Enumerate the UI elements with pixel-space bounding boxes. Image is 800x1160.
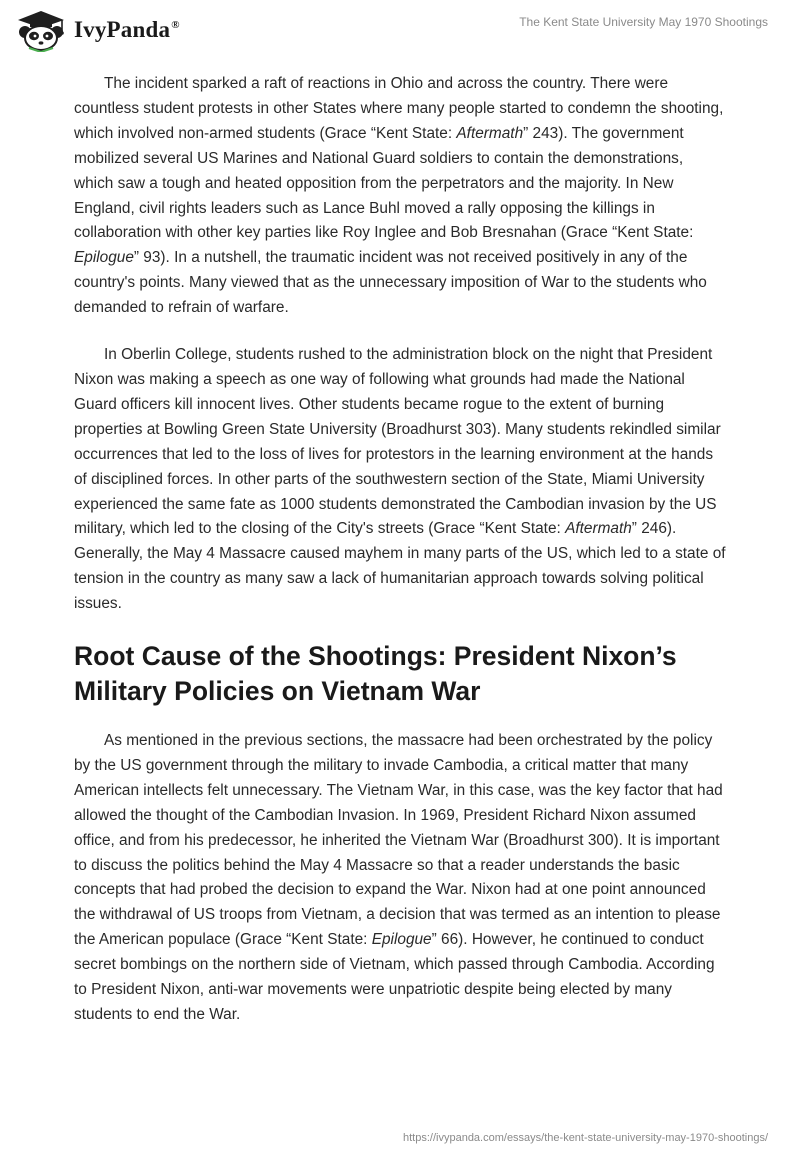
essay-body xyxy=(74,72,726,1050)
source-url[interactable]: https://ivypanda.com/essays/the-kent-state-university-may-1970-shootings/ xyxy=(403,1132,768,1144)
section-heading: Root Cause of the Shootings: President Nixon’s Military Policies on Vietnam War xyxy=(74,641,677,707)
paragraph-root-cause: As mentioned in the previous sections, the massacre had been orchestrated by the policy by the US government through the military to invade Cambodia, a critical matter that many American intellects felt unnecessary. The Vietnam War, in this case, was the key factor that had allowed the thought of the Cambodian Invasion. In 1969, President Richard Nixon assumed office, and from his predecessor, he inherited the Vietnam War (Broadhurst 300). It is important to discuss the politics behind the May 4 Massacre so that a reader understands the basic concepts that had probed the decision to expand the War. Nixon had at one point announced the withdrawal of US troops from Vietnam, a decision that was termed as an intention to please the American populace (Grace “Kent State: Epilogue” 66). However, he continued to conduct secret bombings on the northern side of Vietnam, which passed through Cambodia. According to President Nixon, anti-war movements were unpatriotic despite being elected by many students to end the War. xyxy=(74,732,723,1023)
page-header xyxy=(0,0,800,64)
paragraph-reactions: The incident sparked a raft of reactions in Ohio and across the country. There were countless student protests in other States where many people started to condemn the shooting, which involved non-armed students (Grace “Kent State: Aftermath” 243). The government mobilized several US Marines and National Guard soldiers to contain the demonstrations, which saw a tough and heated opposition from the perpetrators and the majority. In New England, civil rights leaders such as Lance Buhl moved a rally opposing the killings in collaboration with other key parties like Roy Inglee and Bob Bresnahan (Grace “Kent State: Epilogue” 93). In a nutshell, the traumatic incident was not received positively in any of the country's points. Many viewed that as the unnecessary imposition of War to the students who demanded to refrain of warfare. xyxy=(74,75,724,317)
logo-wordmark: IvyPanda® xyxy=(74,17,180,42)
ivypanda-logo[interactable] xyxy=(14,8,180,52)
document-title: The Kent State University May 1970 Shootings xyxy=(519,15,768,29)
panda-graduate-icon xyxy=(14,8,68,52)
paragraph-oberlin: In Oberlin College, students rushed to the administration block on the night that President Nixon was making a speech as one way of following what grounds had made the National Guard officers kill innocent lives. Other students became rogue to the extent of burning properties at Bowling Green State University (Broadhurst 303). Many students rekindled similar occurrences that led to the loss of lives for protestors in the learning environment at the hands of disciplined forces. In other parts of the southwestern section of the State, Miami University experienced the same fate as 1000 students demonstrated the Cambodian invasion by the US military, which led to the closing of the City's streets (Grace “Kent State: Aftermath” 246). Generally, the May 4 Massacre caused mayhem in many parts of the US, which led to a state of tension in the country as many saw a lack of humanitarian approach towards solving political issues. xyxy=(74,346,726,613)
